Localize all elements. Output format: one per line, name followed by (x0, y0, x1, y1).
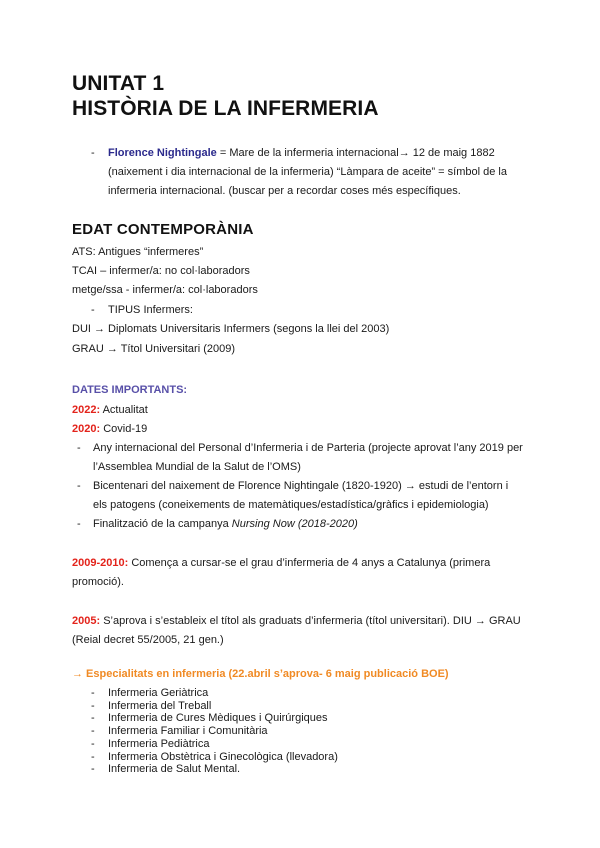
intro-line-1 (108, 144, 495, 163)
year-2022-label: 2022: (72, 404, 101, 416)
year-2020-label: 2020: (72, 423, 101, 435)
date-2009-line-2: promoció). (72, 576, 124, 588)
date-item-bullet: - (77, 442, 81, 454)
edat-line-tcai: TCAI – infermer/a: no col·laboradors (72, 265, 250, 277)
edat-line-metge: metge/ssa - infermer/a: col·laboradors (72, 284, 258, 296)
intro-bullet: - (91, 147, 95, 159)
date-2005-line-1 (72, 612, 521, 631)
unit-title: UNITAT 1 (72, 72, 165, 95)
page-title: HISTÒRIA DE LA INFERMERIA (72, 97, 379, 120)
date-item-2-line-2: els patogens (coneixements de matemàtiques/estadística/gràfics i epidemiologia) (93, 499, 489, 511)
dui-line: DUI → Diplomats Universitaris Infermers (segons la llei del 2003) (72, 323, 390, 335)
list-item-bullet: - (91, 751, 95, 763)
list-item: Infermeria de Salut Mental. (108, 763, 241, 775)
list-item: Infermeria Familiar i Comunitària (108, 725, 268, 737)
florence-name: Florence Nightingale (108, 147, 217, 159)
date-item-1-line-2: l’Assemblea Mundial de la Salut de l’OMS) (93, 461, 301, 473)
date-2009-line-1 (72, 554, 490, 573)
year-2020-text: Covid-19 (100, 423, 148, 435)
campaign-name: Nursing Now (2018-2020) (231, 518, 358, 530)
especialitats-heading: → Especialitats en infermeria (22.abril s’aprova- 6 maig publicació BOE) (72, 668, 449, 680)
year-2005-label: 2005: (72, 615, 101, 627)
list-item: Infermeria Obstètrica i Ginecològica (llevadora) (108, 751, 338, 763)
year-2022-text: Actualitat (100, 404, 148, 416)
list-item: Infermeria del Treball (108, 700, 212, 712)
dates-heading: DATES IMPORTANTS: (72, 384, 188, 396)
section-heading-edat: EDAT CONTEMPORÀNIA (72, 221, 254, 238)
intro-line-1-rest: = Mare de la infermeria internacional→ 12 de maig 1882 (216, 147, 495, 159)
intro-line-3: infermeria internacional. (buscar per a recordar coses més específiques. (108, 185, 461, 197)
list-item: Infermeria de Cures Mèdiques i Quirúrgiques (108, 712, 328, 724)
list-item-bullet: - (91, 725, 95, 737)
list-item-bullet: - (91, 700, 95, 712)
list-item: Infermeria Geriàtrica (108, 687, 209, 699)
date-item-1-line-1: Any internacional del Personal d’Infermeria i de Parteria (projecte aprovat l’any 2019 per (93, 442, 523, 454)
date-item-bullet: - (77, 480, 81, 492)
year-2009-label: 2009-2010: (72, 557, 129, 569)
tipus-bullet: - (91, 304, 95, 316)
intro-line-2: (naixement i dia internacional de la infermeria) “Làmpara de aceite” = símbol de la (108, 166, 507, 178)
date-2020 (72, 420, 147, 439)
list-item-bullet: - (91, 712, 95, 724)
list-item-bullet: - (91, 738, 95, 750)
grau-line: GRAU → Títol Universitari (2009) (72, 343, 236, 355)
edat-line-ats: ATS: Antigues “infermeres” (72, 246, 204, 258)
date-2022 (72, 401, 148, 420)
year-2009-text: Comença a cursar-se el grau d’infermeria de 4 anys a Catalunya (primera (128, 557, 491, 569)
date-2005-line-2: (Reial decret 55/2005, 21 gen.) (72, 634, 224, 646)
list-item: Infermeria Pediàtrica (108, 738, 210, 750)
list-item-bullet: - (91, 687, 95, 699)
campaign-bullet: - (77, 518, 81, 530)
date-item-2-line-1: Bicentenari del naixement de Florence Nightingale (1820-1920) → estudi de l’entorn i (93, 480, 509, 492)
year-2005-text: S’aprova i s’estableix el títol als graduats d’infermeria (títol universitari). DIU → GRAU (100, 615, 521, 627)
campaign-prefix: Finalització de la campanya (93, 518, 232, 530)
tipus-label: TIPUS Infermers: (108, 304, 193, 316)
list-item-bullet: - (91, 763, 95, 775)
campaign-line (93, 515, 358, 534)
